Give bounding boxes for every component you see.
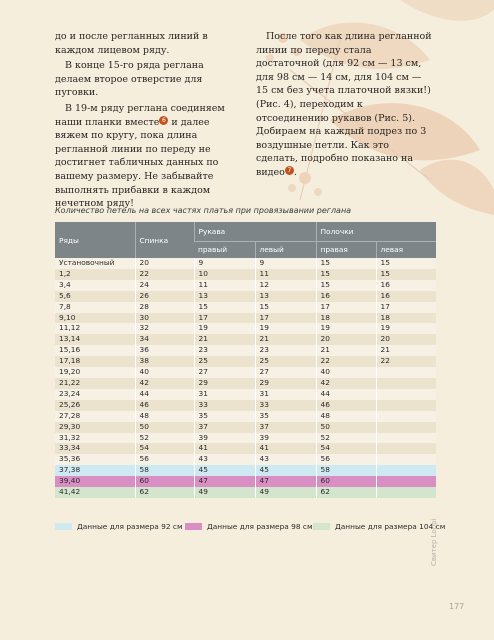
table-row — [55, 422, 436, 433]
table-cell: 21 — [316, 345, 376, 356]
table-cell: 15 — [316, 269, 376, 280]
table-cell: 27 — [255, 367, 316, 378]
table-cell — [376, 476, 436, 487]
table-cell: 17 — [194, 313, 255, 324]
table-cell: 17 — [376, 302, 436, 313]
table-cell: 20 — [135, 258, 194, 269]
table-cell: 40 — [316, 367, 376, 378]
table-cell: 58 — [316, 465, 376, 476]
page-number: 177 — [449, 602, 465, 611]
stitch-count-table — [55, 222, 436, 498]
table-cell: 60 — [135, 476, 194, 487]
table-cell: 19 — [316, 323, 376, 334]
table-cell: 21 — [194, 334, 255, 345]
table-cell: 19 — [376, 323, 436, 334]
legend-swatch — [185, 523, 202, 530]
table-cell: 38 — [135, 356, 194, 367]
legend-swatch — [55, 523, 72, 530]
table-cell: 43 — [255, 454, 316, 465]
table-cell: 11 — [255, 269, 316, 280]
legend-label: Данные для размера 92 см — [77, 522, 183, 531]
table-row — [55, 334, 436, 345]
table-row — [55, 411, 436, 422]
table-cell: 52 — [316, 433, 376, 444]
section-side-label: Свитер Loppi — [430, 518, 438, 566]
video-marker: 7 — [285, 166, 294, 175]
table-cell: 31,32 — [55, 433, 135, 444]
header-front-left: левая — [376, 241, 436, 258]
table-cell: 48 — [316, 411, 376, 422]
table-cell: 36 — [135, 345, 194, 356]
table-cell: 49 — [194, 487, 255, 498]
table-cell: 37,38 — [55, 465, 135, 476]
table-cell: 28 — [135, 302, 194, 313]
table-cell: 15 — [316, 280, 376, 291]
table-cell: 22 — [135, 269, 194, 280]
table-cell — [376, 367, 436, 378]
paragraph-text: . — [293, 166, 297, 178]
header-back: Спинка — [135, 222, 194, 258]
table-cell — [376, 454, 436, 465]
table-row — [55, 258, 436, 269]
table-cell: 22 — [316, 356, 376, 367]
table-cell: 56 — [316, 454, 376, 465]
table-cell: 27,28 — [55, 411, 135, 422]
table-row — [55, 476, 436, 487]
legend-item-98 — [185, 522, 313, 531]
table-cell: 25 — [194, 356, 255, 367]
table-cell: 29 — [255, 378, 316, 389]
table-cell: 39 — [194, 433, 255, 444]
header-front-right: правая — [316, 241, 376, 258]
table-cell: 37 — [194, 422, 255, 433]
paragraph-text: В 19-м ряду реглана соединяем наши планки вместе — [55, 102, 225, 128]
table-cell: 47 — [255, 476, 316, 487]
paragraph: до и после регланных линий в каждом лицевом ряду. — [55, 31, 208, 56]
table-caption: Количество петель на всех частях платья при провязывании реглана — [55, 206, 352, 215]
table-cell: 33,34 — [55, 443, 135, 454]
table-cell: 23,24 — [55, 389, 135, 400]
table-cell: 50 — [135, 422, 194, 433]
paragraph-text: и далее вяжем по кругу, пока длина регланной линии по переду не достигнет табличных данных по вашему размеру. Не забывайте выполнять прибавки в каждом нечетном ряду! — [55, 116, 219, 210]
table-cell: 31 — [194, 389, 255, 400]
table-cell: 15 — [316, 258, 376, 269]
header-rows: Ряды — [55, 222, 135, 258]
table-cell: 7,8 — [55, 302, 135, 313]
table-cell: 29,30 — [55, 422, 135, 433]
legend-label: Данные для размера 104 см — [335, 522, 446, 531]
table-cell: 15 — [194, 302, 255, 313]
footnote-marker: 6 — [159, 116, 168, 125]
table-cell: 20 — [376, 334, 436, 345]
table-cell: 15,16 — [55, 345, 135, 356]
table-cell — [376, 465, 436, 476]
table-cell: 10 — [194, 269, 255, 280]
table-cell — [376, 389, 436, 400]
table-cell: 45 — [194, 465, 255, 476]
table-cell: 19 — [194, 323, 255, 334]
table-cell: 35,36 — [55, 454, 135, 465]
table-cell: 13 — [194, 291, 255, 302]
table-cell: 41 — [255, 443, 316, 454]
table-cell: 54 — [135, 443, 194, 454]
table-cell: 16 — [316, 291, 376, 302]
table-cell: 30 — [135, 313, 194, 324]
table-cell: 62 — [135, 487, 194, 498]
table-row — [55, 291, 436, 302]
table-cell: 46 — [316, 400, 376, 411]
table-cell: 17,18 — [55, 356, 135, 367]
table-cell: 13 — [255, 291, 316, 302]
table-cell: 23 — [255, 345, 316, 356]
table-cell: 11,12 — [55, 323, 135, 334]
table-cell: 35 — [194, 411, 255, 422]
table-cell: 12 — [255, 280, 316, 291]
table-cell: 24 — [135, 280, 194, 291]
table-cell: 44 — [135, 389, 194, 400]
table-cell: 21 — [255, 334, 316, 345]
table-row — [55, 487, 436, 498]
table-cell: 48 — [135, 411, 194, 422]
table-row — [55, 443, 436, 454]
header-sleeves: Рукава — [194, 222, 316, 241]
table-row — [55, 465, 436, 476]
table-cell: 41,42 — [55, 487, 135, 498]
table-cell: 25 — [255, 356, 316, 367]
table-cell: 52 — [135, 433, 194, 444]
table-cell: 31 — [255, 389, 316, 400]
table-cell — [376, 378, 436, 389]
table-cell: 17 — [255, 313, 316, 324]
text-column-left — [55, 30, 231, 213]
table-cell: 42 — [316, 378, 376, 389]
table-row — [55, 313, 436, 324]
table-cell: 9,10 — [55, 313, 135, 324]
table-cell: 39,40 — [55, 476, 135, 487]
table-cell: 27 — [194, 367, 255, 378]
table-cell: 45 — [255, 465, 316, 476]
table-row — [55, 356, 436, 367]
table-cell — [376, 422, 436, 433]
paragraph — [256, 30, 432, 180]
table-cell: 33 — [194, 400, 255, 411]
table-cell: 46 — [135, 400, 194, 411]
table-cell — [376, 443, 436, 454]
legend-label: Данные для размера 98 см — [207, 522, 313, 531]
table-header-row — [55, 222, 436, 241]
table-cell: 34 — [135, 334, 194, 345]
table-cell: 15 — [376, 269, 436, 280]
table-cell: 16 — [376, 291, 436, 302]
table-cell: 18 — [316, 313, 376, 324]
table-cell: 21 — [376, 345, 436, 356]
table-cell: 1,2 — [55, 269, 135, 280]
table-cell: 13,14 — [55, 334, 135, 345]
table-cell: 58 — [135, 465, 194, 476]
table-cell — [376, 411, 436, 422]
table-cell: 22 — [376, 356, 436, 367]
table-row — [55, 302, 436, 313]
table-cell: 54 — [316, 443, 376, 454]
table-cell: 42 — [135, 378, 194, 389]
table-cell: 21,22 — [55, 378, 135, 389]
table-cell: 39 — [255, 433, 316, 444]
table-cell: 9 — [194, 258, 255, 269]
table-row — [55, 269, 436, 280]
table-cell — [376, 400, 436, 411]
legend-swatch — [313, 523, 330, 530]
table-cell: 49 — [255, 487, 316, 498]
table-cell: 19,20 — [55, 367, 135, 378]
table-cell: 16 — [376, 280, 436, 291]
table-cell: 40 — [135, 367, 194, 378]
table-cell — [376, 487, 436, 498]
table-cell: 18 — [376, 313, 436, 324]
table-cell: 25,26 — [55, 400, 135, 411]
table-row — [55, 389, 436, 400]
table-cell — [376, 433, 436, 444]
table-row — [55, 433, 436, 444]
table-row — [55, 323, 436, 334]
table-row — [55, 378, 436, 389]
table-cell: 9 — [255, 258, 316, 269]
table-cell: 37 — [255, 422, 316, 433]
table-cell: 32 — [135, 323, 194, 334]
table-row — [55, 345, 436, 356]
table-cell: 3,4 — [55, 280, 135, 291]
table-cell: 15 — [376, 258, 436, 269]
table-cell: 29 — [194, 378, 255, 389]
table-row — [55, 400, 436, 411]
table-cell: 47 — [194, 476, 255, 487]
header-sleeve-right: правый — [194, 241, 255, 258]
table-cell: 5,6 — [55, 291, 135, 302]
table-cell: 15 — [255, 302, 316, 313]
paragraph — [55, 102, 231, 211]
table-cell: 11 — [194, 280, 255, 291]
table-cell: 17 — [316, 302, 376, 313]
legend-item-92 — [55, 522, 183, 531]
table-row — [55, 280, 436, 291]
header-fronts: Полочки — [316, 222, 436, 241]
legend-item-104 — [313, 522, 445, 531]
text-column-right — [256, 30, 432, 182]
table-cell: 41 — [194, 443, 255, 454]
table-cell: 56 — [135, 454, 194, 465]
table-cell: 26 — [135, 291, 194, 302]
table-row — [55, 454, 436, 465]
table-cell: Установочный — [55, 258, 135, 269]
table-row — [55, 367, 436, 378]
table-cell: 62 — [316, 487, 376, 498]
table-cell: 60 — [316, 476, 376, 487]
table-cell: 33 — [255, 400, 316, 411]
table-cell: 23 — [194, 345, 255, 356]
table-cell: 43 — [194, 454, 255, 465]
table-cell: 20 — [316, 334, 376, 345]
paragraph: В конце 15-го ряда реглана делаем второе отверстие для пуговки. — [55, 60, 204, 99]
header-sleeve-left: левый — [255, 241, 316, 258]
paragraph-text: После того как длина регланной линии по переду стала достаточной (для 92 см — 13 см, для 98 см — 14 см, для 104 см — 15 см без учета платочной вязки!) (Рис. 4), переходим к отсоединению рукавов (Рис. 5). Добираем на каждый подрез по 3 воздушные петли. Как это сделать, подробно показано на видео — [256, 31, 432, 178]
table-cell: 35 — [255, 411, 316, 422]
table-cell: 19 — [255, 323, 316, 334]
table-body — [55, 258, 436, 498]
table-cell: 44 — [316, 389, 376, 400]
table-cell: 50 — [316, 422, 376, 433]
